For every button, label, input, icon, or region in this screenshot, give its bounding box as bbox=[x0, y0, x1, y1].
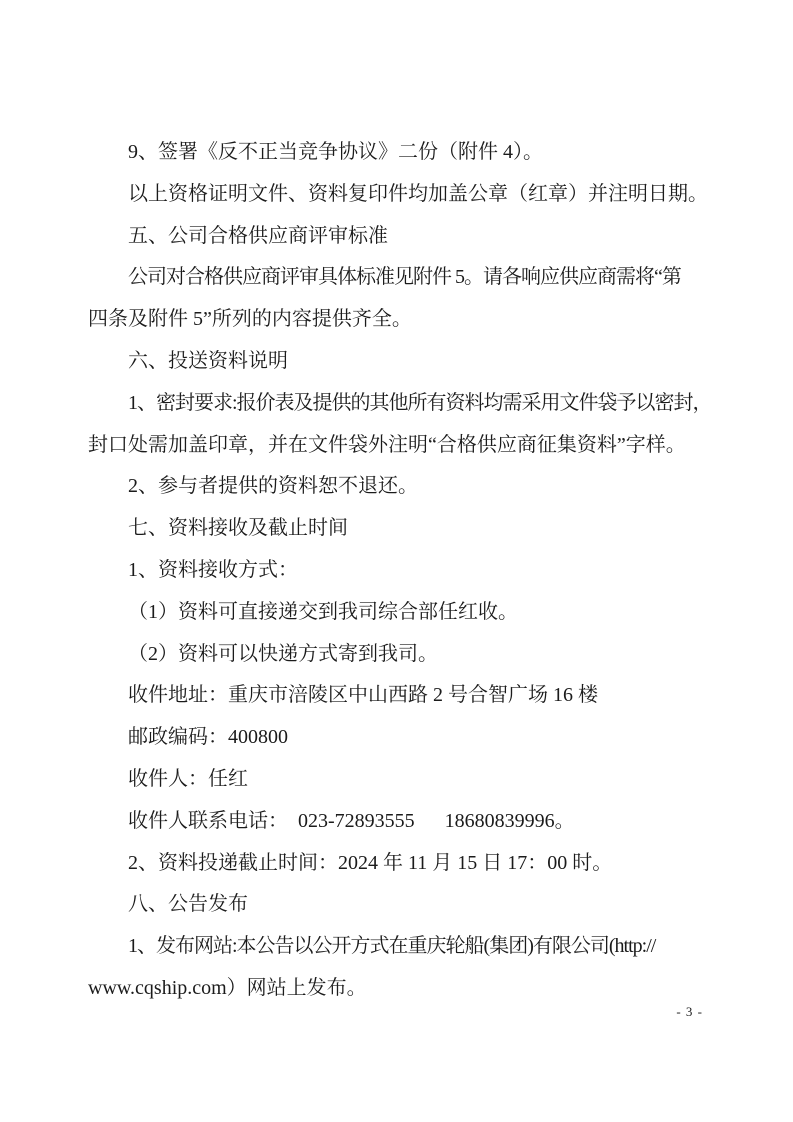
document-line: 八、公告发布 bbox=[128, 893, 248, 916]
document-line: 五、公司合格供应商评审标准 bbox=[128, 224, 388, 247]
document-line: 9、签署《反不正当竞争协议》二份（附件 4）。 bbox=[128, 141, 543, 163]
document-line: 四条及附件 5”所列的内容提供齐全。 bbox=[88, 308, 412, 331]
document-line: 收件人：任红 bbox=[128, 767, 248, 790]
document-line: 公司对合格供应商评审具体标准见附件 5。请各响应供应商需将“第 bbox=[128, 266, 681, 289]
document-line: www.cqship.com）网站上发布。 bbox=[88, 976, 367, 999]
document-line: 七、资料接收及截止时间 bbox=[128, 517, 348, 540]
document-line: 邮政编码：400800 bbox=[128, 726, 288, 749]
document-line: 1、发布网站:本公告以公开方式在重庆轮船(集团)有限公司(http:// bbox=[128, 935, 656, 958]
document-line: 收件人联系电话： 023-72893555 18680839996。 bbox=[128, 809, 575, 832]
document-line: 1、密封要求:报价表及提供的其他所有资料均需采用文件袋予以密封， bbox=[128, 391, 712, 414]
document-line: 六、投送资料说明 bbox=[128, 349, 288, 372]
document-line: 封口处需加盖印章，并在文件袋外注明“合格供应商征集资料”字样。 bbox=[88, 433, 686, 456]
page-number: - 3 - bbox=[676, 1004, 703, 1019]
document-body bbox=[88, 132, 710, 1010]
document-line: 以上资格证明文件、资料复印件均加盖公章（红章）并注明日期。 bbox=[128, 182, 708, 205]
document-line: 2、资料投递截止时间：2024 年 11 月 15 日 17：00 时。 bbox=[128, 851, 613, 874]
document-line: （1）资料可直接递交到我司综合部任红收。 bbox=[128, 600, 518, 623]
document-line: 收件地址：重庆市涪陵区中山西路 2 号合智广场 16 楼 bbox=[128, 684, 598, 707]
document-line: （2）资料可以快递方式寄到我司。 bbox=[128, 642, 438, 665]
document-line: 2、参与者提供的资料恕不退还。 bbox=[128, 475, 418, 498]
document-line: 1、资料接收方式： bbox=[128, 558, 298, 581]
